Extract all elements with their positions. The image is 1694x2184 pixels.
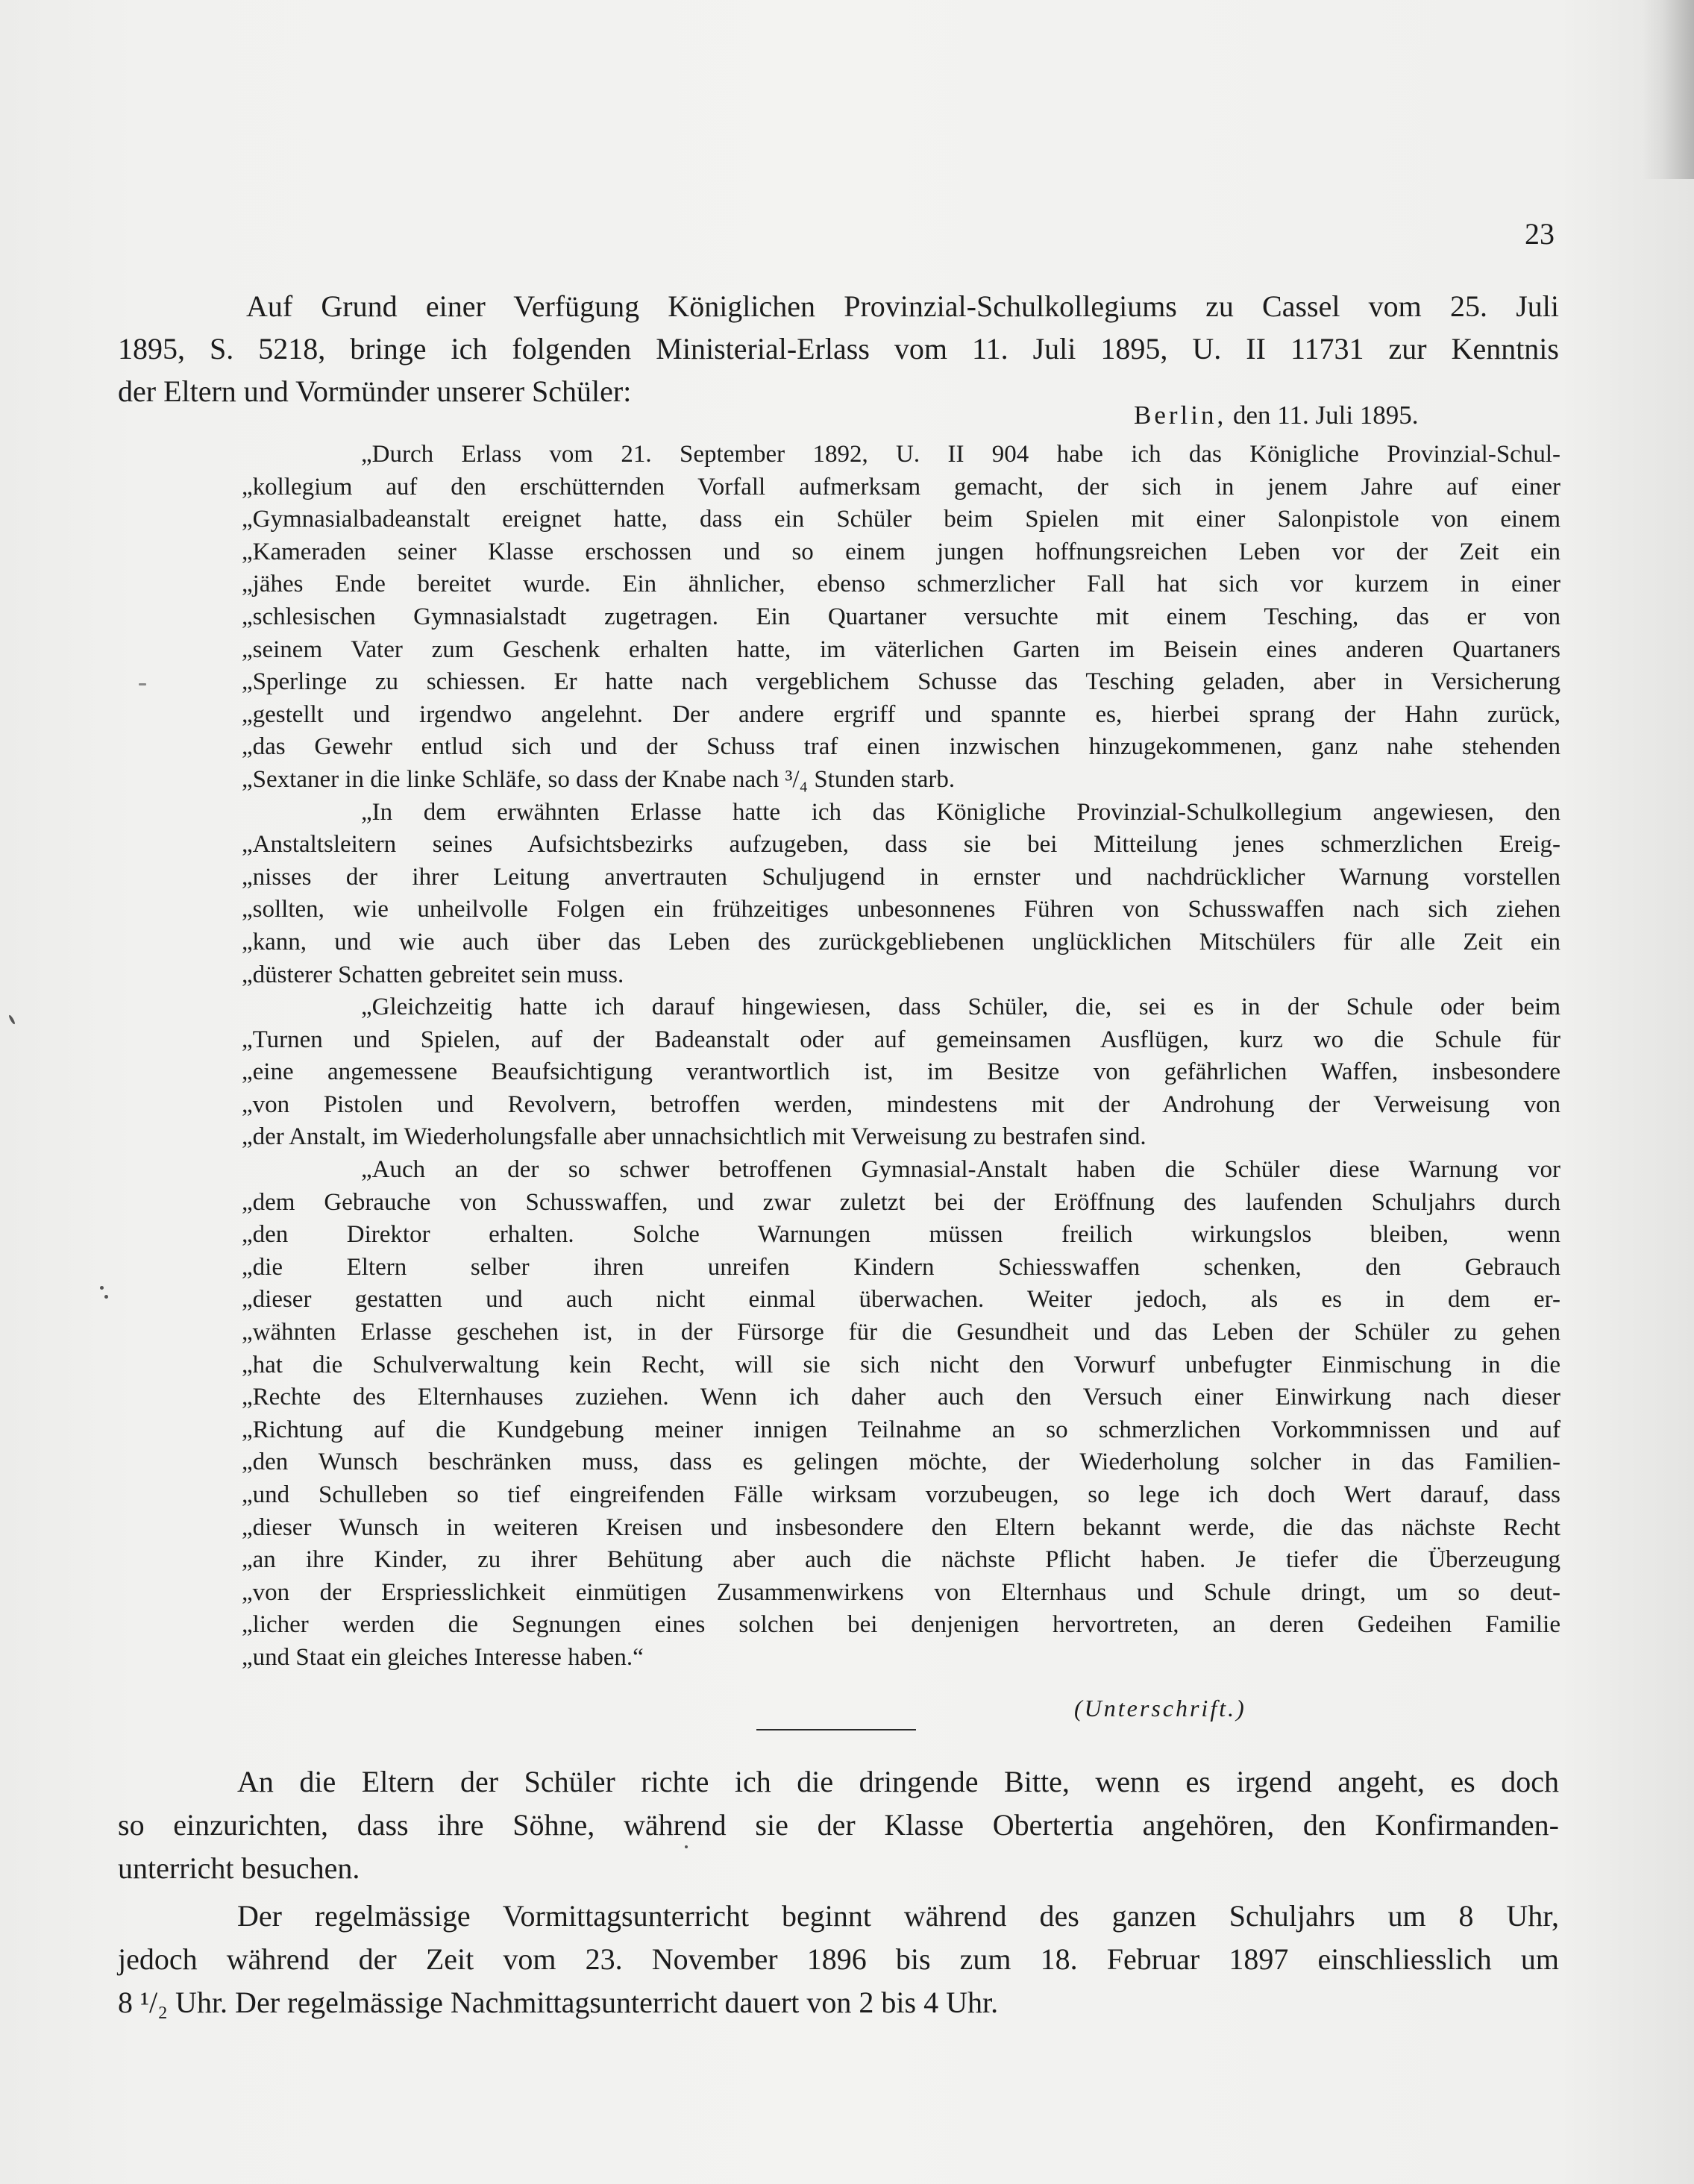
decree-line: „an ihre Kinder, zu ihrer Behütung aber auch die nächste Pflicht haben. Je tiefer die Überzeugung bbox=[242, 1546, 1560, 1574]
scan-speck bbox=[685, 1845, 688, 1848]
decree-line: „Richtung auf die Kundgebung meiner innigen Teilnahme an so schmerzlichen Vorkommnissen und auf bbox=[242, 1416, 1560, 1443]
notice-line: 8 ¹/₂ Uhr. Der regelmässige Nachmittagsunterricht dauert von 2 bis 4 Uhr. bbox=[118, 1986, 999, 2019]
scan-speck bbox=[8, 1014, 16, 1025]
page-number: 23 bbox=[1525, 217, 1555, 251]
decree-line: „hat die Schulverwaltung kein Recht, will sie sich nicht den Vorwurf unbefugter Einmischung in die bbox=[242, 1351, 1560, 1378]
scan-speck bbox=[104, 1295, 108, 1299]
decree-line: „die Eltern selber ihren unreifen Kindern Schiesswaffen schenken, den Gebrauch bbox=[242, 1253, 1560, 1281]
decree-line: „dem Gebrauche von Schusswaffen, und zwar zuletzt bei der Eröffnung des laufenden Schuljahrs durch bbox=[242, 1188, 1560, 1216]
scan-speck bbox=[139, 683, 146, 685]
decree-line: „Sextaner in die linke Schläfe, so dass der Knabe nach ³/₄ Stunden starb. bbox=[242, 765, 956, 793]
decree-line: „Turnen und Spielen, auf der Badeanstalt oder auf gemeinsamen Ausflügen, kurz wo die Schule für bbox=[242, 1026, 1560, 1053]
dateline-place: Berlin, bbox=[1134, 401, 1227, 430]
decree-line: „Gymnasialbadeanstalt ereignet hatte, dass ein Schüler beim Spielen mit einer Salonpistole von einem bbox=[242, 506, 1560, 533]
decree-line: „den Direktor erhalten. Solche Warnungen müssen freilich wirkungslos bleiben, wenn bbox=[242, 1221, 1560, 1249]
scan-speck bbox=[100, 1286, 104, 1290]
decree-line: „nisses der ihrer Leitung anvertrauten Schuljugend in ernster und nachdrücklicher Warnung vorstellen bbox=[242, 863, 1560, 891]
decree-paragraph bbox=[242, 797, 1560, 992]
decree-line: „kann, und wie auch über das Leben des zurückgebliebenen unglücklichen Mitschülers für alle Zeit ein bbox=[242, 928, 1560, 956]
decree-line: „seinem Vater zum Geschenk erhalten hatte, im väterlichen Garten im Beisein eines anderen Quartaners bbox=[242, 636, 1560, 663]
decree-line: „Kameraden seiner Klasse erschossen und so einem jungen hoffnungsreichen Leben vor der Zeit ein bbox=[242, 538, 1560, 565]
dateline bbox=[1134, 401, 1419, 430]
decree-paragraph bbox=[242, 991, 1560, 1154]
decree-line: „Anstaltsleitern seines Aufsichtsbezirks aufzugeben, dass sie bei Mitteilung jenes schmerzlichen Ereig- bbox=[242, 831, 1560, 859]
notice-text bbox=[118, 1760, 1559, 2024]
decree-line: „Gleichzeitig hatte ich darauf hingewiesen, dass Schüler, die, sei es in der Schule oder beim bbox=[361, 994, 1560, 1021]
decree-line: „von der Erspriesslichkeit einmütigen Zusammenwirkens von Elternhaus und Schule dringt, um so deut- bbox=[242, 1578, 1560, 1606]
decree-line: „kollegium auf den erschütternden Vorfall aufmerksam gemacht, der sich in jenem Jahre auf einer bbox=[242, 473, 1560, 501]
notice-paragraph bbox=[118, 1895, 1559, 2024]
decree-paragraph bbox=[242, 439, 1560, 797]
decree-line: „Sperlinge zu schiessen. Er hatte nach vergeblichem Schusse das Tesching geladen, aber in Versicherung bbox=[242, 668, 1560, 696]
decree-line: „und Schulleben so tief eingreifenden Fälle wirksam vorzubeugen, so lege ich doch Wert darauf, dass bbox=[242, 1481, 1560, 1508]
decree-line: „In dem erwähnten Erlasse hatte ich das Königliche Provinzial-Schulkollegium angewiesen, den bbox=[361, 798, 1560, 826]
decree-line: „der Anstalt, im Wiederholungsfalle aber unnachsichtlich mit Verweisung zu bestrafen sind. bbox=[242, 1123, 1146, 1151]
signature-placeholder: (Unterschrift.) bbox=[1074, 1695, 1246, 1722]
intro-line: 1895, S. 5218, bringe ich folgenden Ministerial-Erlass vom 11. Juli 1895, U. II 11731 zur Kenntnis bbox=[118, 332, 1559, 365]
notice-line: An die Eltern der Schüler richte ich die dringende Bitte, wenn es irgend angeht, es doch bbox=[237, 1765, 1559, 1798]
decree-line: „das Gewehr entlud sich und der Schuss traf einen inzwischen hinzugekommenen, ganz nahe stehenden bbox=[242, 733, 1560, 761]
page-edge-shadow bbox=[1642, 0, 1694, 179]
decree-line: „Rechte des Elternhauses zuziehen. Wenn ich daher auch den Versuch einer Einwirkung nach dieser bbox=[242, 1384, 1560, 1411]
decree-quote bbox=[242, 439, 1560, 1675]
decree-line: „sollten, wie unheilvolle Folgen ein frühzeitiges unbesonnenes Führen von Schusswaffen nach sich ziehen bbox=[242, 896, 1560, 923]
notice-line: jedoch während der Zeit vom 23. November 1896 bis zum 18. Februar 1897 einschliesslich um bbox=[118, 1942, 1559, 1976]
intro-line: Auf Grund einer Verfügung Königlichen Provinzial-Schulkollegiums zu Cassel vom 25. Juli bbox=[246, 289, 1559, 323]
intro-text bbox=[118, 285, 1559, 412]
decree-line: „schlesischen Gymnasialstadt zugetragen. Ein Quartaner versuchte mit einem Tesching, das er von bbox=[242, 603, 1560, 630]
decree-line: „licher werden die Segnungen eines solchen bei denjenigen hervortreten, an deren Gedeihen Familie bbox=[242, 1611, 1560, 1639]
section-divider bbox=[756, 1729, 916, 1730]
notice-line: Der regelmässige Vormittagsunterricht beginnt während des ganzen Schuljahrs um 8 Uhr, bbox=[237, 1899, 1559, 1933]
decree-line: „jähes Ende bereitet wurde. Ein ähnlicher, ebenso schmerzlicher Fall hat sich vor kurzem in einer bbox=[242, 571, 1560, 598]
decree-line: „und Staat ein gleiches Interesse haben.“ bbox=[242, 1643, 644, 1671]
intro-line: der Eltern und Vormünder unserer Schüler: bbox=[118, 374, 632, 408]
dateline-date: den 11. Juli 1895. bbox=[1232, 401, 1419, 430]
decree-line: „wähnten Erlasse geschehen ist, in der Fürsorge für die Gesundheit und das Leben der Schüler zu gehen bbox=[242, 1319, 1560, 1346]
decree-line: „düsterer Schatten gebreitet sein muss. bbox=[242, 961, 624, 988]
notice-paragraph bbox=[118, 1760, 1559, 1890]
decree-paragraph bbox=[242, 1154, 1560, 1675]
decree-line: „Durch Erlass vom 21. September 1892, U. II 904 habe ich das Königliche Provinzial-Schul- bbox=[361, 441, 1560, 468]
notice-line: unterricht besuchen. bbox=[118, 1851, 360, 1885]
intro-paragraph bbox=[118, 285, 1559, 412]
decree-line: „dieser Wunsch in weiteren Kreisen und insbesondere den Eltern bekannt werde, die das nächste Recht bbox=[242, 1513, 1560, 1541]
decree-line: „eine angemessene Beaufsichtigung verantwortlich ist, im Besitze von gefährlichen Waffen, insbesondere bbox=[242, 1058, 1560, 1086]
decree-line: „gestellt und irgendwo angelehnt. Der andere ergriff und spannte es, hierbei sprang der Hahn zurück, bbox=[242, 700, 1560, 728]
decree-line: „dieser gestatten und auch nicht einmal überwachen. Weiter jedoch, als es in dem er- bbox=[242, 1286, 1560, 1314]
decree-line: „von Pistolen und Revolvern, betroffen werden, mindestens mit der Androhung der Verweisung von bbox=[242, 1091, 1560, 1118]
decree-line: „den Wunsch beschränken muss, dass es gelingen möchte, der Wiederholung solcher in das Familien- bbox=[242, 1449, 1560, 1476]
notice-line: so einzurichten, dass ihre Söhne, während sie der Klasse Obertertia angehören, den Konfirmanden- bbox=[118, 1808, 1559, 1842]
decree-line: „Auch an der so schwer betroffenen Gymnasial-Anstalt haben die Schüler diese Warnung vor bbox=[361, 1156, 1560, 1184]
